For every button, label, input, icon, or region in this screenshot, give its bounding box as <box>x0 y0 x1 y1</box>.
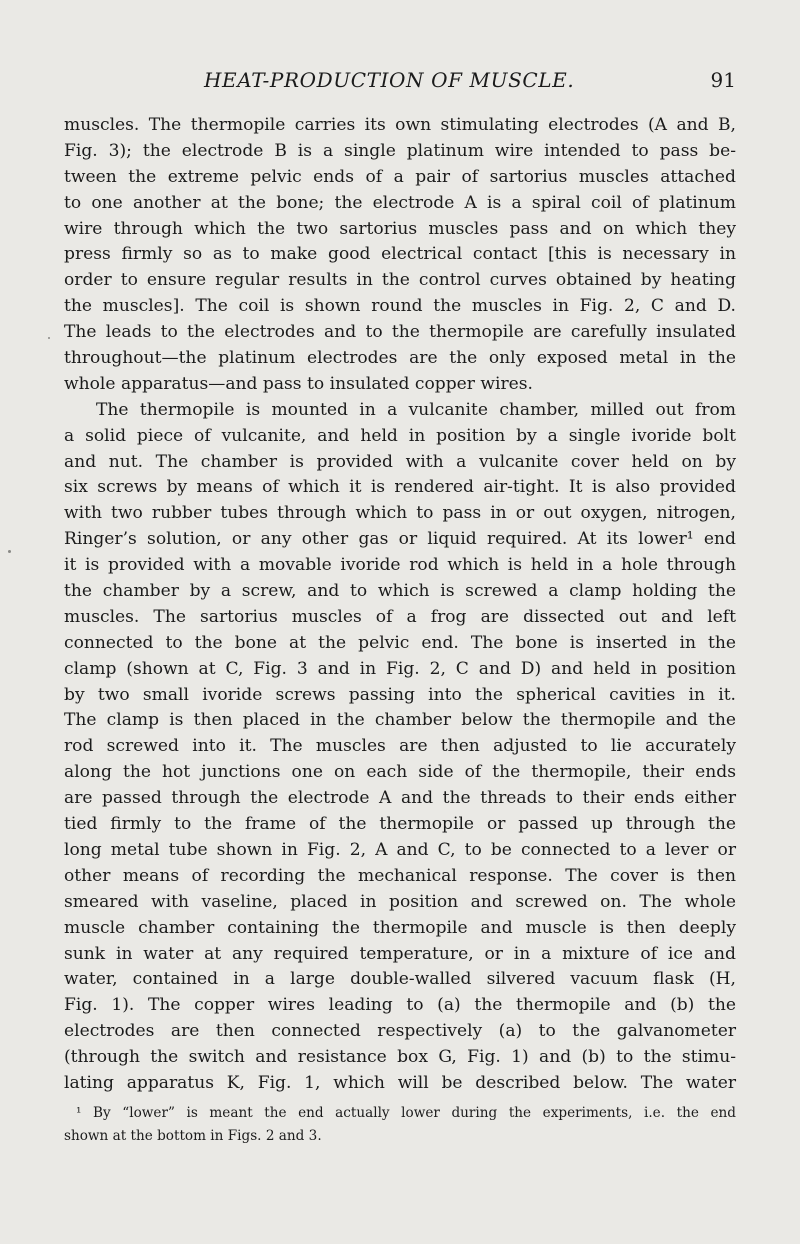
text-line: other means of recording the mechanical response. The cover is then <box>64 865 736 886</box>
text-line: throughout—the platinum electrodes are the only exposed metal in the <box>64 348 736 369</box>
page-number: 91 <box>710 68 736 92</box>
text-line: lating apparatus K, Fig. 1, which will be described below. The water <box>64 1072 736 1093</box>
body-text <box>64 113 736 1097</box>
text-line: long metal tube shown in Fig. 2, A and C, to be connected to a lever or <box>64 839 736 860</box>
text-line: wire through which the two sartorius muscles pass and on which they <box>64 218 736 239</box>
text-line: are passed through the electrode A and the threads to their ends either <box>64 788 736 809</box>
text-line: electrodes are then connected respectively (a) to the galvanometer <box>64 1021 736 1042</box>
text-line: along the hot junctions one on each side of the thermopile, their ends <box>64 762 736 783</box>
text-line: muscle chamber containing the thermopile and muscle is then deeply <box>64 917 736 938</box>
text-line: smeared with vaseline, placed in position and screwed on. The whole <box>64 891 736 912</box>
footnote-line: shown at the bottom in Figs. 2 and 3. <box>64 1128 322 1144</box>
text-line: The clamp is then placed in the chamber below the thermopile and the <box>64 710 736 731</box>
text-line: the muscles]. The coil is shown round the muscles in Fig. 2, C and D. <box>64 296 736 317</box>
text-line: sunk in water at any required temperature, or in a mixture of ice and <box>64 943 736 964</box>
text-line: water, contained in a large double-walled silvered vacuum flask (H, <box>64 969 736 990</box>
footnote <box>64 1102 736 1148</box>
text-line: a solid piece of vulcanite, and held in position by a single ivoride bolt <box>64 425 736 446</box>
text-line: it is provided with a movable ivoride rod which is held in a hole through <box>64 555 736 576</box>
text-line: press firmly so as to make good electrical contact [this is necessary in <box>64 244 736 265</box>
text-line: The leads to the electrodes and to the thermopile are carefully insulated <box>64 322 736 343</box>
text-line: to one another at the bone; the electrode A is a spiral coil of platinum <box>64 192 736 213</box>
text-line: the chamber by a screw, and to which is screwed a clamp holding the <box>64 581 736 602</box>
text-line: by two small ivoride screws passing into the spherical cavities in it. <box>64 684 736 705</box>
text-line: order to ensure regular results in the control curves obtained by heating <box>64 270 736 291</box>
text-line: with two rubber tubes through which to pass in or out oxygen, nitrogen, <box>64 503 736 524</box>
running-title: HEAT-PRODUCTION OF MUSCLE. <box>204 68 575 92</box>
text-line: rod screwed into it. The muscles are then adjusted to lie accurately <box>64 736 736 757</box>
text-line: whole apparatus—and pass to insulated copper wires. <box>64 373 533 394</box>
text-line: tied firmly to the frame of the thermopile or passed up through the <box>64 814 736 835</box>
text-line: tween the extreme pelvic ends of a pair of sartorius muscles attached <box>64 166 736 187</box>
text-line: Ringer’s solution, or any other gas or liquid required. At its lower¹ end <box>64 529 736 550</box>
text-line: and nut. The chamber is provided with a vulcanite cover held on by <box>64 451 736 472</box>
footnote-line: ¹ By “lower” is meant the end actually lower during the experiments, i.e. the end <box>76 1105 736 1121</box>
text-line: (through the switch and resistance box G, Fig. 1) and (b) to the stimu- <box>64 1047 736 1068</box>
paper-speck <box>8 550 11 553</box>
text-line: connected to the bone at the pelvic end. The bone is inserted in the <box>64 632 736 653</box>
running-head <box>64 68 736 98</box>
text-line: muscles. The thermopile carries its own stimulating electrodes (A and B, <box>64 115 736 135</box>
text-line: Fig. 3); the electrode B is a single platinum wire intended to pass be- <box>64 140 736 161</box>
text-line: The thermopile is mounted in a vulcanite chamber, milled out from <box>96 399 736 420</box>
text-line: six screws by means of which it is rendered air-tight. It is also provided <box>64 477 736 498</box>
paper-speck <box>48 337 50 339</box>
text-line: clamp (shown at C, Fig. 3 and in Fig. 2, C and D) and held in position <box>64 658 736 679</box>
text-line: muscles. The sartorius muscles of a frog are dissected out and left <box>64 606 736 627</box>
text-line: Fig. 1). The copper wires leading to (a) the thermopile and (b) the <box>64 995 736 1016</box>
